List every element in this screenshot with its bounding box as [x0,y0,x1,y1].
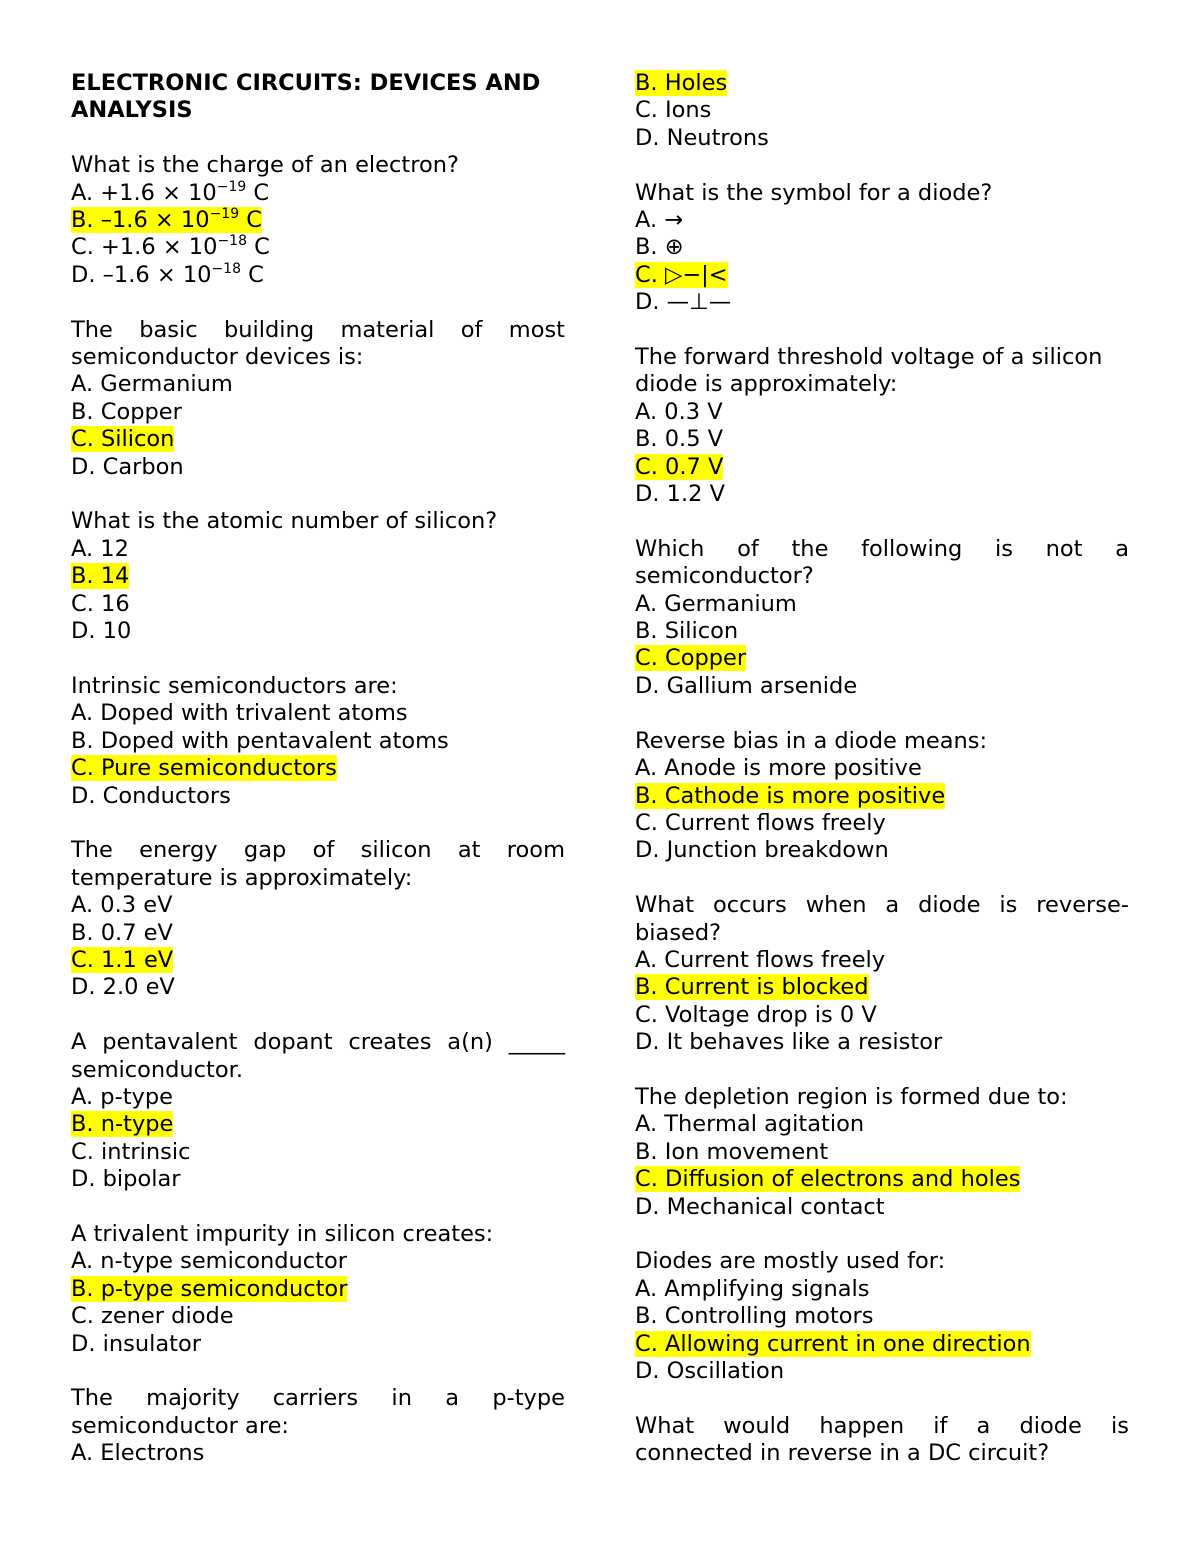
option-a: A. Electrons [71,1440,205,1467]
option-c: C. Ions [635,97,712,124]
option-d: D. 2.0 eV [71,974,175,1001]
question-text: semiconductor? [635,563,814,590]
option-d: D. $-1.6 \times 10^{-18}$ C [71,260,264,288]
question-text: The depletion region is formed due to: [635,1083,1068,1110]
option-c-correct: C. Pure semiconductors [71,755,337,782]
doc-title-line-1: ELECTRONIC CIRCUITS: DEVICES AND [71,70,541,96]
option-a: A. Current flows freely [635,946,886,973]
option-a: A. Amplifying signals [635,1275,870,1302]
question-block [635,344,1129,508]
question-text: semiconductor devices is: [71,344,364,371]
option-b: B. Doped with pentavalent atoms [71,727,449,754]
question-text: Intrinsic semiconductors are: [71,672,398,699]
option-b-correct: B. Cathode is more positive [635,782,946,809]
option-a: A. Germanium [71,371,233,398]
question-block [635,892,1129,1056]
question-text: Reverse bias in a diode means: [635,727,988,754]
question-text: Which of the following is not a [635,535,1129,562]
left-column [71,70,565,1468]
question-block [71,508,565,645]
question-text: What would happen if a diode is [635,1412,1129,1439]
option-c-correct: C. Diffusion of electrons and holes [635,1166,1021,1193]
question-block-continued [635,70,1129,152]
question-block [635,1248,1129,1385]
question-block [71,837,565,1001]
option-d: D. Junction breakdown [635,837,889,864]
question-block [71,673,565,810]
question-text: What occurs when a diode is reverse- [635,892,1129,919]
option-b: B. 0.5 V [635,426,724,453]
question-text: diode is approximately: [635,371,898,398]
question-text: The forward threshold voltage of a silicon [635,344,1103,371]
option-c-correct: C. Silicon [71,426,175,453]
option-b: B. ⊕ [635,234,684,261]
option-d: D. Neutrons [635,124,769,151]
option-d: D. —⊥— [635,289,732,316]
question-text: The majority carriers in a p-type [71,1385,565,1412]
question-text: connected in reverse in a DC circuit? [635,1440,1050,1467]
option-c-correct: C. ▷−|< [635,261,728,288]
option-d: D. Conductors [71,782,231,809]
question-text: semiconductor. [71,1056,243,1083]
option-b-correct: B. $-1.6 \times 10^{-19}$ C [71,206,262,234]
question-text: A trivalent impurity in silicon creates: [71,1220,494,1247]
option-a: A. n-type semiconductor [71,1248,347,1275]
option-d: D. Oscillation [635,1357,785,1384]
option-d: D. 1.2 V [635,481,725,508]
option-d: D. Gallium arsenide [635,672,858,699]
option-a: A. 12 [71,535,129,562]
question-block [71,1385,565,1467]
question-text: A pentavalent dopant creates a(n) _____ [71,1029,565,1056]
option-a: A. Thermal agitation [635,1111,865,1138]
question-text: The basic building material of most [71,316,565,343]
option-c-correct: C. Copper [635,645,747,672]
question-text: semiconductor are: [71,1412,290,1439]
option-b-correct: B. Holes [635,70,728,96]
option-c: C. Voltage drop is 0 V [635,1001,877,1028]
option-d: D. bipolar [71,1166,181,1193]
option-b-correct: B. 14 [71,563,130,590]
question-text: What is the charge of an electron? [71,152,459,179]
option-d: D. 10 [71,618,132,645]
option-a: A. Doped with trivalent atoms [71,700,408,727]
option-c-correct: C. Allowing current in one direction [635,1330,1031,1357]
question-text: temperature is approximately: [71,864,413,891]
option-a: A. Anode is more positive [635,755,922,782]
question-block [71,1221,565,1358]
option-b: B. Copper [71,398,182,425]
question-block [71,317,565,481]
option-a: A. → [635,207,684,234]
option-c-correct: C. 1.1 eV [71,946,174,973]
doc-title-line-2: ANALYSIS [71,97,193,124]
option-a: A. p-type [71,1083,173,1110]
option-b: B. 0.7 eV [71,919,173,946]
option-c: C. Current flows freely [635,809,886,836]
option-c-correct: C. 0.7 V [635,453,724,480]
option-d: D. It behaves like a resistor [635,1029,943,1056]
question-block [635,1413,1129,1468]
question-text: biased? [635,919,722,946]
question-text: What is the symbol for a diode? [635,179,993,206]
option-b: B. Silicon [635,618,739,645]
option-d: D. insulator [71,1330,202,1357]
option-d: D. Carbon [71,453,184,480]
right-column [635,70,1129,1468]
option-b: B. Ion movement [635,1138,829,1165]
option-b-correct: B. Current is blocked [635,974,869,1001]
question-block [635,1084,1129,1221]
question-block [635,180,1129,317]
option-c: C. 16 [71,590,130,617]
option-b-correct: B. p-type semiconductor [71,1275,348,1302]
option-c: C. zener diode [71,1303,234,1330]
option-a: A. 0.3 V [635,398,723,425]
question-text: The energy gap of silicon at room [71,837,565,864]
option-a: A. $+1.6 \times 10^{-19}$ C [71,178,270,206]
question-text: What is the atomic number of silicon? [71,508,498,535]
option-c: C. intrinsic [71,1138,191,1165]
option-a: A. 0.3 eV [71,892,173,919]
option-a: A. Germanium [635,590,797,617]
option-b-correct: B. n-type [71,1111,174,1138]
question-block [635,536,1129,700]
question-text: Diodes are mostly used for: [635,1248,946,1275]
option-b: B. Controlling motors [635,1303,874,1330]
question-block [71,1029,565,1193]
option-d: D. Mechanical contact [635,1193,885,1220]
question-block [635,728,1129,865]
option-c: C. $+1.6 \times 10^{-18}$ C [71,233,270,261]
question-block [71,152,565,289]
